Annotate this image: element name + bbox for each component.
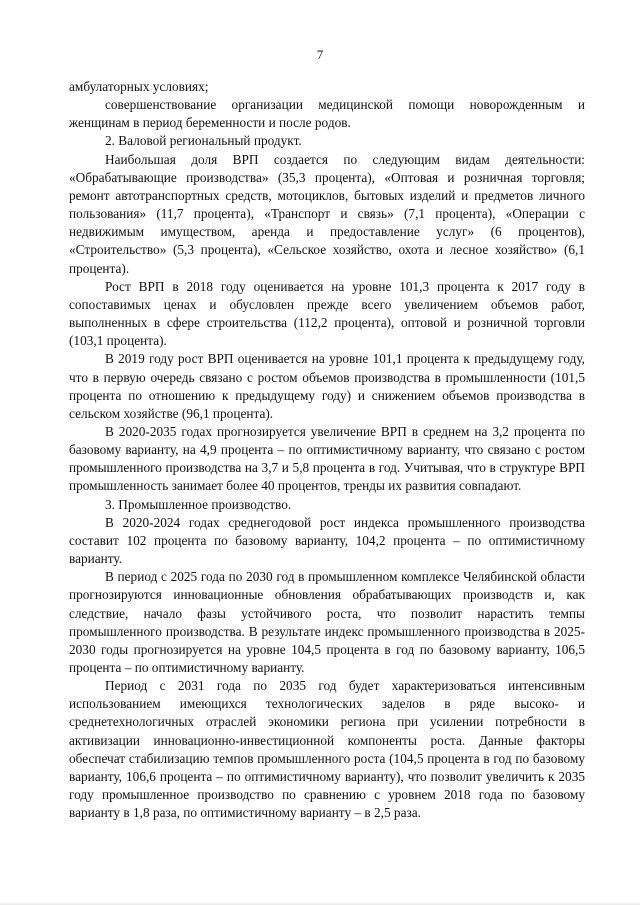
paragraph-industry-2031-2035: Период с 2031 года по 2035 год будет характеризоваться интенсивным использованием имеющихся технологических заделов в ряде высоко- и среднетехнологичных отраслей экономики региона при усилении потребности в активизации инновационно-инвестиционной компоненты роста. Данные факторы обеспечат стабилизацию темпов промышленного роста (104,5 процента в год по базовому варианту, 106,6 процента – по оптимистичному варианту), что позволит увеличить к 2035 году промышленное производство по сравнению с уровнем 2018 года по базовому варианту в 1,8 раза, по оптимистичному варианту – в 2,5 раза. — [69, 678, 585, 821]
paragraph-grp-forecast: В 2020-2035 годах прогнозируется увеличение ВРП в среднем на 3,2 процента по базовому варианту, на 4,9 процента – по оптимистичному варианту, что связано с ростом промышленного производства на 3,7 и 5,8 процента в год. Учитывая, что в структуре ВРП промышленность занимает более 40 процентов, тренды их развития совпадают. — [69, 423, 585, 494]
paragraph-grp-structure: Наибольшая доля ВРП создается по следующим видам деятельности: «Обрабатывающие производства» (35,3 процента), «Оптовая и розничная торговля; ремонт автотранспортных средств, мотоциклов, бытовых изделий и предметов личного пользования» (11,7 процента), «Транспорт и связь» (7,1 процента), «Операции с недвижимым имуществом, аренда и предоставление услуг» (6 процентов), «Строительство» (5,3 процента), «Сельское хозяйство, охота и лесное хозяйство» (6,1 процента). — [69, 151, 585, 276]
section-heading-grp: 2. Валовой региональный продукт. — [105, 133, 302, 149]
paragraph-grp-2019: В 2019 году рост ВРП оценивается на уровне 101,1 процента к предыдущему году, что в первую очередь связано с ростом объемов производства в промышленности (101,5 процента по отношению к предыдущему году) и снижением объемов производства в сельском хозяйстве (96,1 процента). — [69, 351, 585, 421]
paragraph-outpatient-continuation: амбулаторных условиях; — [69, 79, 209, 94]
paragraph-grp-2018: Рост ВРП в 2018 году оценивается на уровне 101,3 процента к 2017 году в сопоставимых ценах и обусловлен прежде всего увеличением объемов работ, выполненных в сфере строительства (112,2 процента), оптовой и розничной торговли (103,1 процента). — [69, 278, 585, 349]
paragraph-newborn-care: совершенствование организации медицинской помощи новорожденным и женщинам в период беременности и после родов. — [69, 97, 585, 131]
page-number: 7 — [316, 47, 324, 62]
section-heading-industry: 3. Промышленное производство. — [105, 496, 292, 512]
paragraph-industry-2025-2030: В период с 2025 года по 2030 год в промышленном комплексе Челябинской области прогнозируются инновационные обновления обрабатывающих производств и, как следствие, начало фазы устойчивого роста, что позволит нарастить темпы промышленного производства. В результате индекс промышленного производства в 2025-2030 годы прогнозируется на уровне 104,5 процента в год по базовому варианту, 106,5 процента – по оптимистичному варианту. — [69, 569, 585, 675]
paragraph-industry-2020-2024: В 2020-2024 годах среднегодовой рост индекса промышленного производства составит 102 процента по базовому варианту, 104,2 процента – по оптимистичному варианту. — [69, 514, 585, 567]
body-text — [69, 78, 585, 822]
